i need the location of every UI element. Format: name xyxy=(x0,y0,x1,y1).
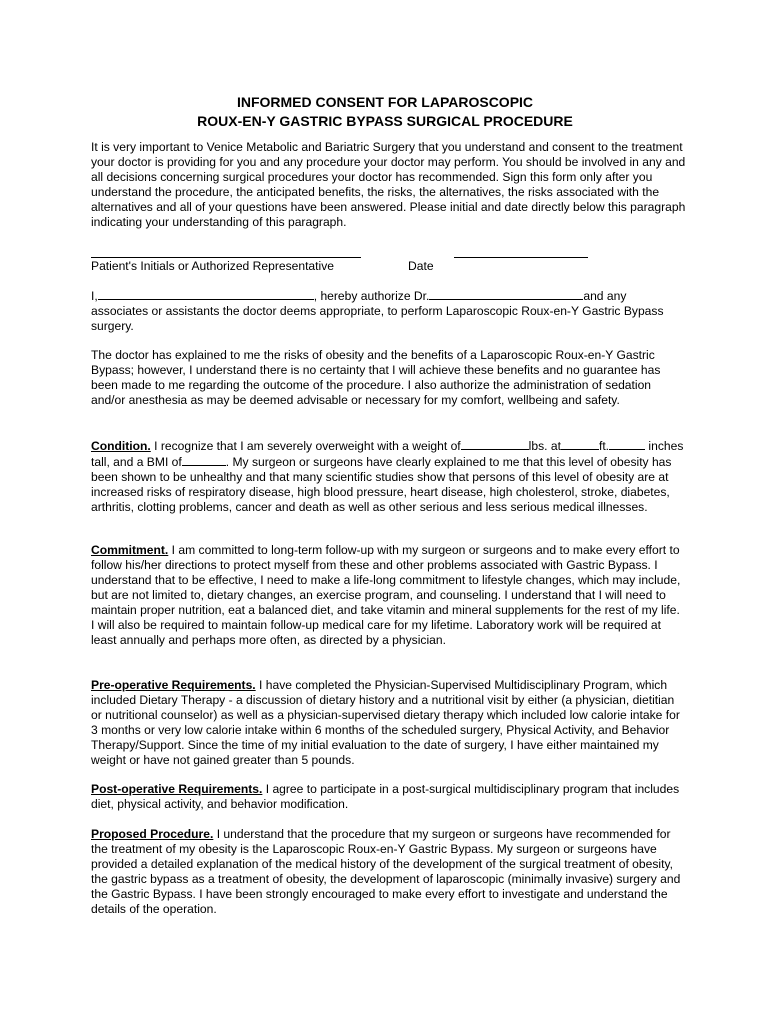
bmi-blank[interactable] xyxy=(182,454,226,466)
condition-text-3: ft. xyxy=(598,439,610,453)
date-label: Date xyxy=(408,259,434,273)
preop-paragraph xyxy=(91,678,686,768)
title-line-2: ROUX-EN-Y GASTRIC BYPASS SURGICAL PROCEDURE xyxy=(197,113,573,129)
height-feet-blank[interactable] xyxy=(561,438,599,450)
weight-blank[interactable] xyxy=(461,438,529,450)
title-line-1: INFORMED CONSENT FOR LAPAROSCOPIC xyxy=(236,94,534,110)
condition-text-1: I recognize that I am severely overweight with a weight of xyxy=(150,439,461,453)
height-inches-blank[interactable] xyxy=(609,438,645,450)
postop-heading: Post-operative Requirements. xyxy=(91,782,263,796)
initials-label: Patient's Initials or Authorized Representative xyxy=(91,259,334,273)
condition-paragraph xyxy=(91,438,686,515)
proposed-procedure-paragraph xyxy=(91,827,686,917)
preop-text: I have completed the Physician-Supervised Multidisciplinary Program, which included Dietary Therapy - a discussion of dietary history and a nutritional visit by either (a physician, dietitian or nutritional counselor) as well as a physician-supervised dietary therapy which included low calorie intake for 3 months or very low calorie intake within 6 months of the scheduled surgery, Physical Activity, and Behavior Therapy/Support. Since the time of my initial evaluation to the date of surgery, I have either maintained my weight or have not gained greater than 5 pounds. xyxy=(91,678,680,767)
date-line[interactable] xyxy=(454,257,588,258)
commitment-text: I am committed to long-term follow-up with my surgeon or surgeons and to make every effort to follow his/her directions to protect myself from these and other problems associated with Gastric Bypass. I understand that to be effective, I need to make a life-long commitment to lifestyle changes, which may include, but are not limited to, dietary changes, an exercise program, and counseling. I understand that I will need to maintain proper nutrition, eat a balanced diet, and take vitamin and mineral supplements for the rest of my life. I will also be required to maintain follow-up medical care for my lifetime. Laboratory work will be required at least annually and perhaps more often, as directed by a physician. xyxy=(91,543,681,647)
condition-text-4: inches tall, and a BMI of xyxy=(91,439,684,469)
postop-paragraph xyxy=(91,782,686,812)
initials-line[interactable] xyxy=(91,257,361,258)
proposed-heading: Proposed Procedure. xyxy=(91,827,214,841)
intro-paragraph: It is very important to Venice Metabolic and Bariatric Surgery that you understand and consent to the treatment your doctor is providing for you and any procedure your doctor may perform. You should be involved in any and all decisions concerning surgical procedures your doctor has recommended. Sign this form only after you understand the procedure, the anticipated benefits, the risks, the alternatives, the risks associated with the alternatives and all of your questions have been answered. Please initial and date directly below this paragraph indicating your understanding of this paragraph. xyxy=(91,140,686,229)
condition-heading: Condition. xyxy=(91,439,151,453)
commitment-heading: Commitment. xyxy=(91,543,169,557)
risks-paragraph: The doctor has explained to me the risks of obesity and the benefits of a Laparoscopic Roux-en-Y Gastric Bypass; however, I understand there is no certainty that I will achieve these benefits and no guarantee has been made to me regarding the outcome of the procedure. I also authorize the administration of sedation and/or anesthesia as may be deemed advisable or necessary for my comfort, wellbeing and safety. xyxy=(91,348,661,407)
commitment-paragraph xyxy=(91,543,686,648)
postop-text: I agree to participate in a post-surgical multidisciplinary program that includes diet, physical activity, and behavior modification. xyxy=(91,782,680,811)
patient-name-blank[interactable] xyxy=(98,288,314,300)
condition-text-5: . My surgeon or surgeons have clearly explained to me that this level of obesity has been shown to be unhealthy and that many scientific studies show that persons of this level of obesity are at increased risks of respiratory disease, high blood pressure, heart disease, high cholesterol, stroke, diabetes, arthritis, clotting problems, cancer and death as well as other serious and less serious medical illnesses. xyxy=(91,455,672,514)
doctor-name-blank[interactable] xyxy=(429,288,583,300)
document-title xyxy=(0,93,770,131)
authorization-paragraph xyxy=(91,288,686,334)
proposed-text: I understand that the procedure that my surgeon or surgeons have recommended for the treatment of my obesity is the Laparoscopic Roux-en-Y Gastric Bypass. My surgeon or surgeons have provided a detailed explanation of the medical history of the development of the surgical treatment of obesity, the gastric bypass as a treatment of obesity, the development of laparoscopic (minimally invasive) surgery and the Gastric Bypass. I have been strongly encouraged to make every effort to investigate and understand the details of the operation. xyxy=(91,827,681,916)
preop-heading: Pre-operative Requirements. xyxy=(91,678,256,692)
authorize-suffix: and any associates or assistants the doctor deems appropriate, to perform Laparoscopic Roux-en-Y Gastric Bypass surgery. xyxy=(91,289,664,333)
condition-text-2: lbs. at xyxy=(528,439,561,453)
authorize-middle: , hereby authorize Dr. xyxy=(313,289,430,303)
authorize-prefix: I, xyxy=(91,289,98,303)
